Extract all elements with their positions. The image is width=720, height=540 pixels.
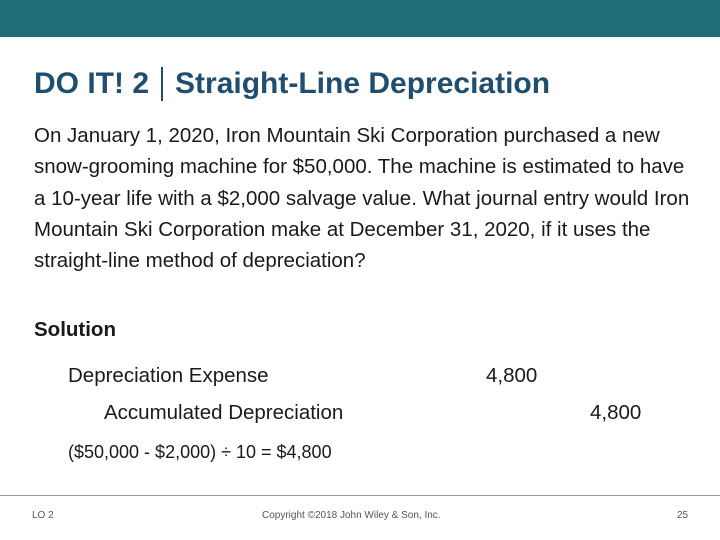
debit-amount: 4,800 [486, 364, 538, 387]
slide-title [34, 64, 550, 104]
title-separator [161, 67, 163, 101]
solution-label: Solution [34, 318, 116, 341]
title-left: DO IT! 2 [34, 67, 150, 100]
title-right: Straight-Line Depreciation [175, 67, 551, 100]
debit-account: Depreciation Expense [68, 364, 269, 387]
question-text: On January 1, 2020, Iron Mountain Ski Corporation purchased a new snow-grooming machine for $50,000. The machine is estimated to have a 10-year life with a $2,000 salvage value. What journal entry would Iron Mountain Ski Corporation make at December 31, 2020, if it uses the straight-line method of depreciation? [34, 124, 690, 273]
credit-amount: 4,800 [590, 401, 642, 424]
footer-divider [0, 495, 720, 496]
depreciation-calculation: ($50,000 - $2,000) ÷ 10 = $4,800 [68, 442, 332, 462]
top-bar [0, 0, 720, 37]
copyright-text: Copyright ©2018 John Wiley & Son, Inc. [262, 510, 441, 521]
page-number: 25 [677, 510, 689, 521]
credit-account: Accumulated Depreciation [104, 401, 344, 424]
learning-objective: LO 2 [32, 510, 54, 521]
